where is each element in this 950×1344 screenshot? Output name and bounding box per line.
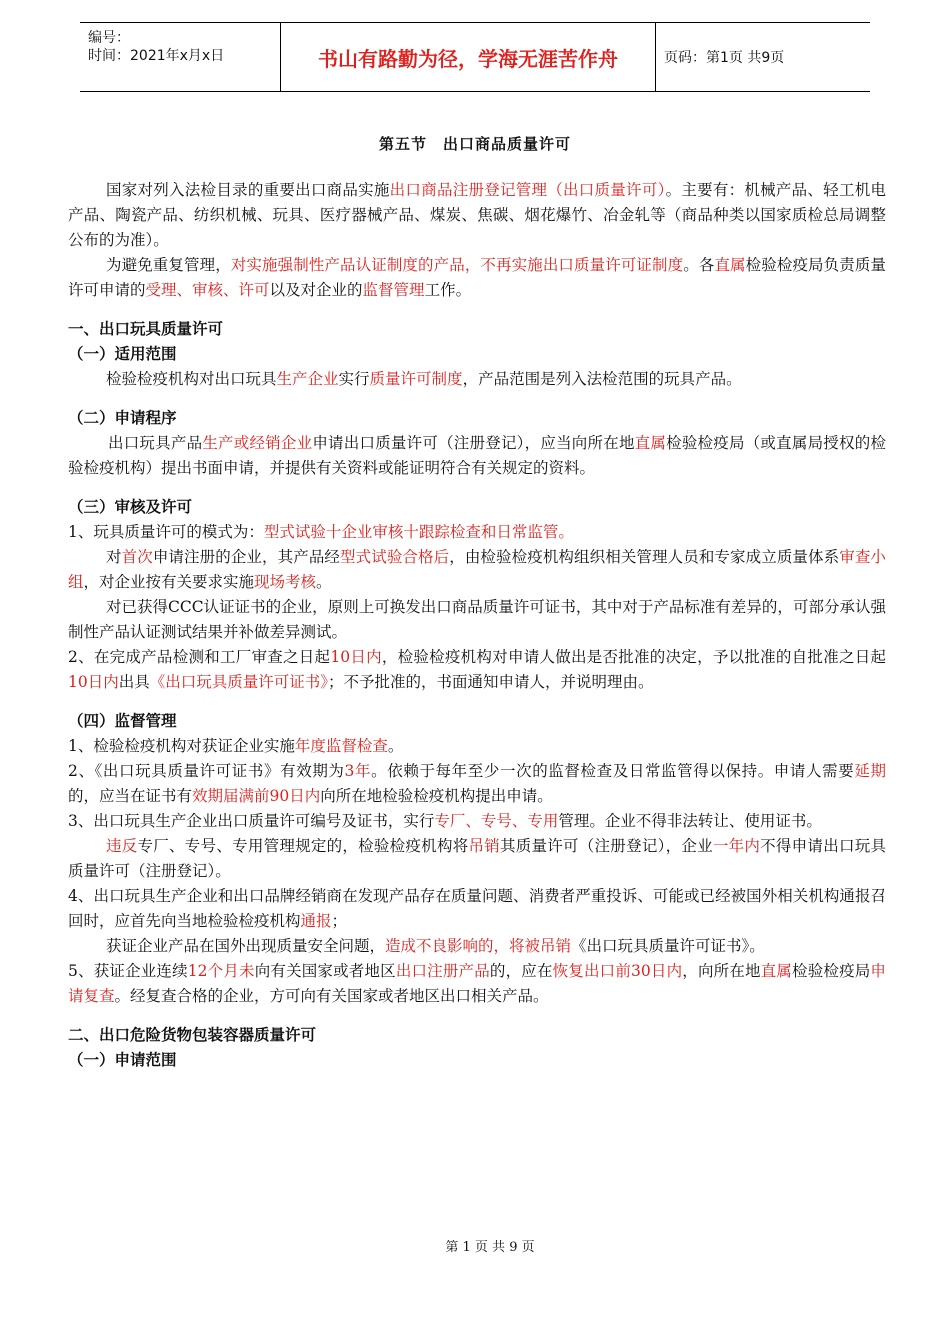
supervision-item-5: 5、获证企业连续12个月未向有关国家或者地区出口注册产品的，应在恢复出口前30日内，向所在地直属检验检疫局申请复查。经复查合格的企业，方可向有关国家或者地区出口相关产品。 [68,962,886,1005]
scope-paragraph: 检验检疫机构对出口玩具生产企业实行质量许可制度，产品范围是列入法检范围的玩具产品。 [106,370,742,388]
time-label: 时间：2021年x月x日 [88,48,225,64]
review-paragraph-ccc: 对已获得CCC认证证书的企业，原则上可换发出口商品质量许可证书，其中对于产品标准有差异的，可部分承认强制性产品认证测试结果并补做差异测试。 [68,598,886,641]
supervision-item-2: 2、《出口玩具质量许可证书》有效期为3年。依赖于每年至少一次的监督检查及日常监管得以保持。申请人需要延期的，应当在证书有效期届满前90日内向所在地检验检疫机构提出申请。 [68,762,886,805]
supervision-revoke-paragraph: 获证企业产品在国外出现质量安全问题，造成不良影响的，将被吊销《出口玩具质量许可证书》。 [106,937,765,955]
review-item-1: 1、玩具质量许可的模式为：型式试验十企业审核十跟踪检查和日常监管。 [68,523,574,541]
page-footer: 第 1 页 共 9 页 [445,1240,535,1255]
heading-procedure: （二）申请程序 [68,409,177,427]
review-paragraph-first-time: 对首次申请注册的企业，其产品经型式试验合格后，由检验检疫机构组织相关管理人员和专家成立质量体系审查小组，对企业按有关要求实施现场考核。 [68,548,886,591]
review-item-2: 2、在完成产品检测和工厂审查之日起10日内，检验检疫机构对申请人做出是否批准的决定，予以批准的自批准之日起10日内出具《出口玩具质量许可证书》；不予批准的，书面通知申请人，并说明理由。 [68,648,886,691]
header-motto: 书山有路勤为径，学海无涯苦作舟 [280,23,656,91]
heading-scope: （一）适用范围 [68,345,177,363]
number-label: 编号： [88,30,130,46]
heading-toy-license: 一、出口玩具质量许可 [68,320,224,338]
heading-application-scope: （一）申请范围 [68,1051,177,1069]
heading-review: （三）审核及许可 [68,498,193,516]
header-meta [80,23,280,91]
document-body [68,178,886,1073]
heading-supervision: （四）监督管理 [68,712,177,730]
header-page-label: 页码：第1页 共9页 [664,50,785,66]
supervision-item-4: 4、出口玩具生产企业和出口品牌经销商在发现产品存在质量问题、消费者严重投诉、可能或已经被国外相关机构通报召回时，应首先向当地检验检疫机构通报； [68,887,886,930]
intro-paragraph-1: 国家对列入法检目录的重要出口商品实施出口商品注册登记管理（出口质量许可）。主要有：机械产品、轻工机电产品、陶瓷产品、纺织机械、玩具、医疗器械产品、煤炭、焦碳、烟花爆竹、冶金轧等（商品种类以国家质检总局调整公布的为准）。 [68,181,886,249]
heading-dangerous-goods: 二、出口危险货物包装容器质量许可 [68,1026,317,1044]
supervision-violation-paragraph: 违反专厂、专号、专用管理规定的，检验检疫机构将吊销其质量许可（注册登记），企业一年内不得申请出口玩具质量许可（注册登记）。 [68,837,886,880]
supervision-item-1: 1、检验检疫机构对获证企业实施年度监督检查。 [68,737,404,755]
section-title: 第五节 出口商品质量许可 [378,135,571,153]
supervision-item-3: 3、出口玩具生产企业出口质量许可编号及证书，实行专厂、专号、专用管理。企业不得非法转让、使用证书。 [68,812,822,830]
header-table [80,22,870,92]
intro-paragraph-2: 为避免重复管理，对实施强制性产品认证制度的产品，不再实施出口质量许可证制度。各直属检验检疫局负责质量许可申请的受理、审核、许可以及对企业的监督管理工作。 [68,256,886,299]
procedure-paragraph: 出口玩具产品生产或经销企业申请出口质量许可（注册登记），应当向所在地直属检验检疫局（或直属局授权的检验检疫机构）提出书面申请，并提供有关资料或能证明符合有关规定的资料。 [68,434,886,477]
